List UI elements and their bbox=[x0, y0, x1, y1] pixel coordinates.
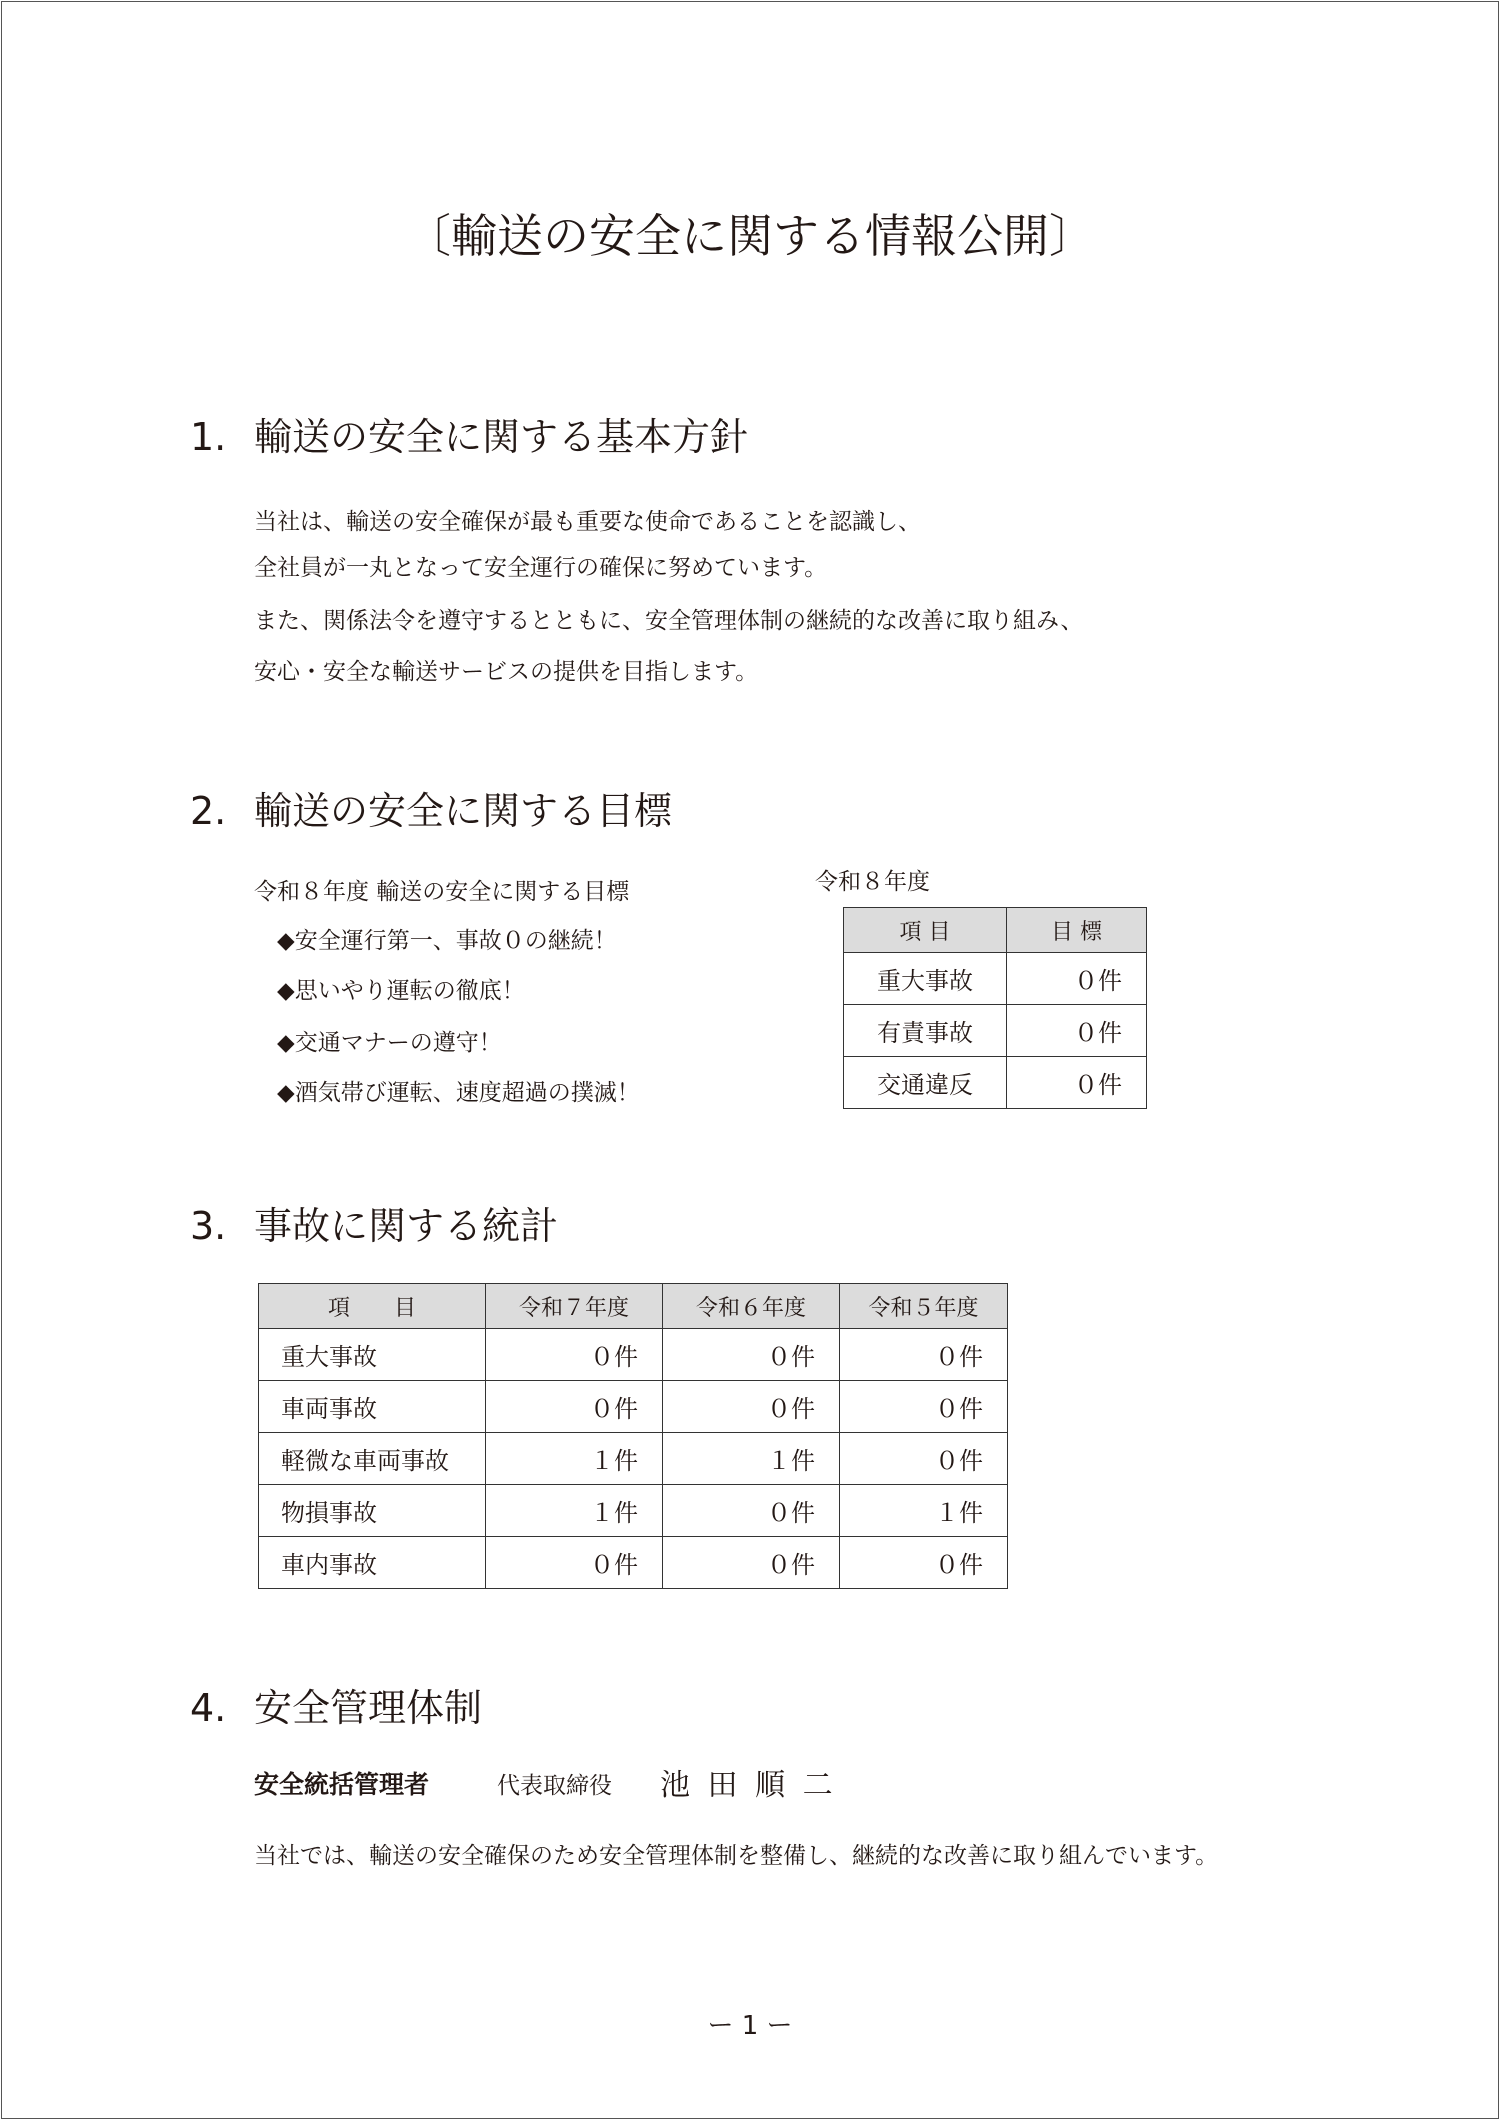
page-number: ー 1 ー bbox=[707, 2011, 793, 2041]
policy-line: 全社員が一丸となって安全運行の確保に努めています。 bbox=[254, 555, 828, 581]
cell: ０件 bbox=[840, 1433, 1008, 1485]
table-row bbox=[259, 1381, 1008, 1433]
cell: ０件 bbox=[663, 1381, 840, 1433]
goal-bullet: ◆酒気帯び運転、速度超過の撲滅！ bbox=[277, 1080, 640, 1106]
cell: ０件 bbox=[1007, 1057, 1147, 1109]
policy-line: また、関係法令を遵守するとともに、安全管理体制の継続的な改善に取り組み、 bbox=[254, 608, 1084, 634]
cell: 軽微な車両事故 bbox=[259, 1433, 486, 1485]
goal-bullet: ◆思いやり運転の徹底！ bbox=[277, 978, 525, 1004]
cell: ０件 bbox=[663, 1537, 840, 1589]
cell: １件 bbox=[840, 1485, 1008, 1537]
cell: 車両事故 bbox=[259, 1381, 486, 1433]
cell: １件 bbox=[486, 1433, 663, 1485]
manager-name: 池 田 順 二 bbox=[660, 1768, 833, 1803]
section-number: 3. bbox=[190, 1204, 227, 1248]
policy-line: 安心・安全な輸送サービスの提供を目指します。 bbox=[254, 659, 759, 685]
policy-line: 当社は、輸送の安全確保が最も重要な使命であることを認識し、 bbox=[254, 509, 921, 535]
document-title: 〔輸送の安全に関する情報公開〕 bbox=[405, 209, 1095, 263]
section-title: 安全管理体制 bbox=[254, 1686, 483, 1730]
cell: ０件 bbox=[840, 1329, 1008, 1381]
cell: 重大事故 bbox=[844, 953, 1007, 1005]
management-paragraph: 当社では、輸送の安全確保のため安全管理体制を整備し、継続的な改善に取り組んでいます。 bbox=[254, 1843, 1219, 1869]
cell: 物損事故 bbox=[259, 1485, 486, 1537]
cell: ０件 bbox=[486, 1381, 663, 1433]
cell: １件 bbox=[663, 1433, 840, 1485]
goal-bullet: ◆安全運行第一、事故０の継続！ bbox=[277, 928, 617, 954]
cell: ０件 bbox=[663, 1329, 840, 1381]
table-row bbox=[259, 1537, 1008, 1589]
manager-title: 代表取締役 bbox=[497, 1773, 612, 1799]
cell: ０件 bbox=[663, 1485, 840, 1537]
header-cell: 項 目 bbox=[844, 908, 1007, 953]
cell: 交通違反 bbox=[844, 1057, 1007, 1109]
cell: ０件 bbox=[486, 1537, 663, 1589]
header-cell: 項 目 bbox=[259, 1284, 486, 1329]
table-row bbox=[259, 1329, 1008, 1381]
cell: ０件 bbox=[840, 1537, 1008, 1589]
goals-table bbox=[843, 907, 1147, 1109]
section-number: 1. bbox=[190, 415, 227, 459]
section-title: 事故に関する統計 bbox=[254, 1204, 559, 1248]
section-number: 4. bbox=[190, 1686, 227, 1730]
cell: 車内事故 bbox=[259, 1537, 486, 1589]
cell: 有責事故 bbox=[844, 1005, 1007, 1057]
section-3-heading bbox=[190, 1195, 558, 1250]
section-title: 輸送の安全に関する目標 bbox=[254, 789, 673, 833]
cell: ０件 bbox=[840, 1381, 1008, 1433]
header-cell: 令和６年度 bbox=[663, 1284, 840, 1329]
goals-table-caption: 令和８年度 bbox=[815, 869, 930, 895]
header-cell: 令和５年度 bbox=[840, 1284, 1008, 1329]
section-4-heading bbox=[190, 1677, 482, 1732]
header-cell: 目 標 bbox=[1007, 908, 1147, 953]
cell: ０件 bbox=[1007, 953, 1147, 1005]
cell: １件 bbox=[486, 1485, 663, 1537]
table-row bbox=[844, 953, 1147, 1005]
goals-subtitle: 令和８年度 輸送の安全に関する目標 bbox=[254, 879, 630, 905]
cell: 重大事故 bbox=[259, 1329, 486, 1381]
section-title: 輸送の安全に関する基本方針 bbox=[254, 415, 749, 459]
table-row bbox=[844, 1057, 1147, 1109]
cell: ０件 bbox=[1007, 1005, 1147, 1057]
table-row bbox=[259, 1433, 1008, 1485]
table-row bbox=[844, 1005, 1147, 1057]
goal-bullet: ◆交通マナーの遵守！ bbox=[277, 1030, 502, 1056]
table-row bbox=[259, 1485, 1008, 1537]
section-number: 2. bbox=[190, 789, 227, 833]
accident-stats-table bbox=[258, 1283, 1008, 1589]
cell: ０件 bbox=[486, 1329, 663, 1381]
section-1-heading bbox=[190, 406, 748, 461]
header-cell: 令和７年度 bbox=[486, 1284, 663, 1329]
manager-label: 安全統括管理者 bbox=[254, 1770, 430, 1799]
section-2-heading bbox=[190, 780, 672, 835]
